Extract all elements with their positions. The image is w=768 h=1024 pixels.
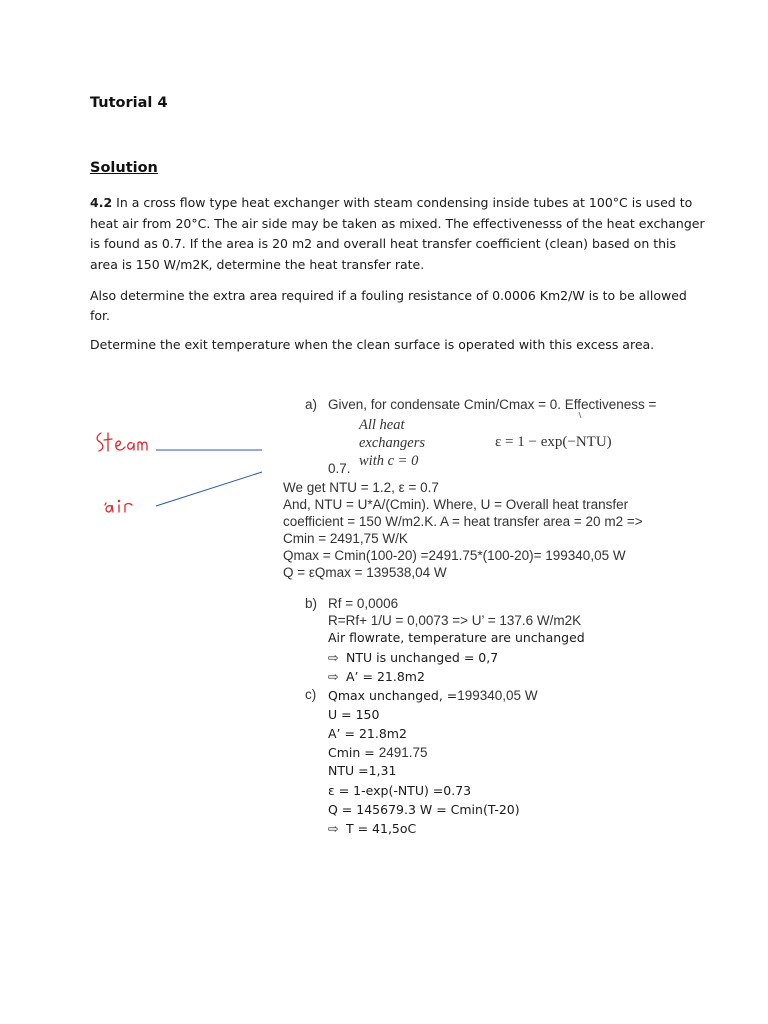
part-c-effectiveness: ε = 1-exp(-NTU) =0.73 xyxy=(328,783,472,798)
italic-line-1: All heat xyxy=(359,417,405,433)
part-b-arrow-area: ⇨ A’ = 21.8m2 xyxy=(328,669,425,684)
solution-heading: Solution xyxy=(90,160,158,176)
part-c-label: c) xyxy=(305,687,317,702)
part-a-label: a) xyxy=(305,397,318,412)
part-a-given: Given, for condensate Cmin/Cmax = 0. Effectiveness = xyxy=(328,397,657,412)
arrow-icon: ⇨ xyxy=(328,669,339,684)
steam-handwriting xyxy=(97,433,147,451)
air-handwriting xyxy=(105,500,132,512)
part-a-line-6: Q = εQmax = 139538,04 W xyxy=(283,565,447,580)
air-pointer-line xyxy=(156,472,262,506)
part-c-cmin: Cmin = 2491.75 xyxy=(328,745,428,760)
arrow-icon: ⇨ xyxy=(328,650,339,665)
part-b-resistance: R=Rf+ 1/U = 0,0073 => U’ = 137.6 W/m2K xyxy=(328,613,582,628)
part-b-arrow-ntu: ⇨ NTU is unchanged = 0,7 xyxy=(328,650,499,665)
part-a-line-5: Qmax = Cmin(100-20) =2491.75*(100-20)= 199340,05 W xyxy=(283,548,626,563)
part-a-line-2: And, NTU = U*A/(Cmin). Where, U = Overall heat transfer xyxy=(283,497,629,512)
problem-number: 4.2 xyxy=(90,195,113,210)
part-b-unchanged-note: Air flowrate, temperature are unchanged xyxy=(328,630,585,645)
italic-line-3: with c = 0 xyxy=(359,453,419,469)
effectiveness-relation-note xyxy=(359,416,425,470)
fouling-line-1: Also determine the extra area required if a fouling resistance of 0.0006 Km2/W is to be allowed xyxy=(90,288,687,303)
part-c-qmax: Qmax unchanged, =199340,05 W xyxy=(328,688,538,703)
problem-line-3: is found as 0.7. If the area is 20 m2 and overall heat transfer coefficient (clean) based on this xyxy=(90,236,677,252)
part-a-line-3: coefficient = 150 W/m2.K. A = heat transfer area = 20 m2 => xyxy=(283,514,643,529)
part-a-working xyxy=(283,479,643,581)
problem-line-4: area is 150 W/m2K, determine the heat transfer rate. xyxy=(90,257,425,273)
part-c-ntu: NTU =1,31 xyxy=(328,763,397,778)
part-c-u: U = 150 xyxy=(328,707,380,722)
part-c-area: A’ = 21.8m2 xyxy=(328,726,407,741)
part-a-line-1: We get NTU = 1.2, ε = 0.7 xyxy=(283,480,439,495)
effectiveness-formula: ε = 1 − exp(−NTU) xyxy=(495,434,612,450)
tick-mark xyxy=(579,412,581,418)
effectiveness-value: 0.7. xyxy=(328,461,351,476)
fouling-line-2: for. xyxy=(90,308,111,323)
part-b-rf: Rf = 0,0006 xyxy=(328,596,399,611)
page-title: Tutorial 4 xyxy=(90,95,168,111)
problem-line-1: 4.2 In a cross flow type heat exchanger with steam condensing inside tubes at 100°C is used to xyxy=(90,195,693,210)
exit-temperature-question: Determine the exit temperature when the clean surface is operated with this excess area. xyxy=(90,337,655,352)
problem-line-2: heat air from 20°C. The air side may be taken as mixed. The effectivenesss of the heat exchanger xyxy=(90,215,705,231)
part-c-heat-rate: Q = 145679.3 W = Cmin(T-20) xyxy=(328,802,520,817)
italic-line-2: exchangers xyxy=(359,435,426,451)
part-b-label: b) xyxy=(305,596,318,611)
part-c-exit-temperature: ⇨ T = 41,5oC xyxy=(328,821,417,836)
arrow-icon: ⇨ xyxy=(328,821,339,836)
part-a-line-4: Cmin = 2491,75 W/K xyxy=(283,531,408,546)
